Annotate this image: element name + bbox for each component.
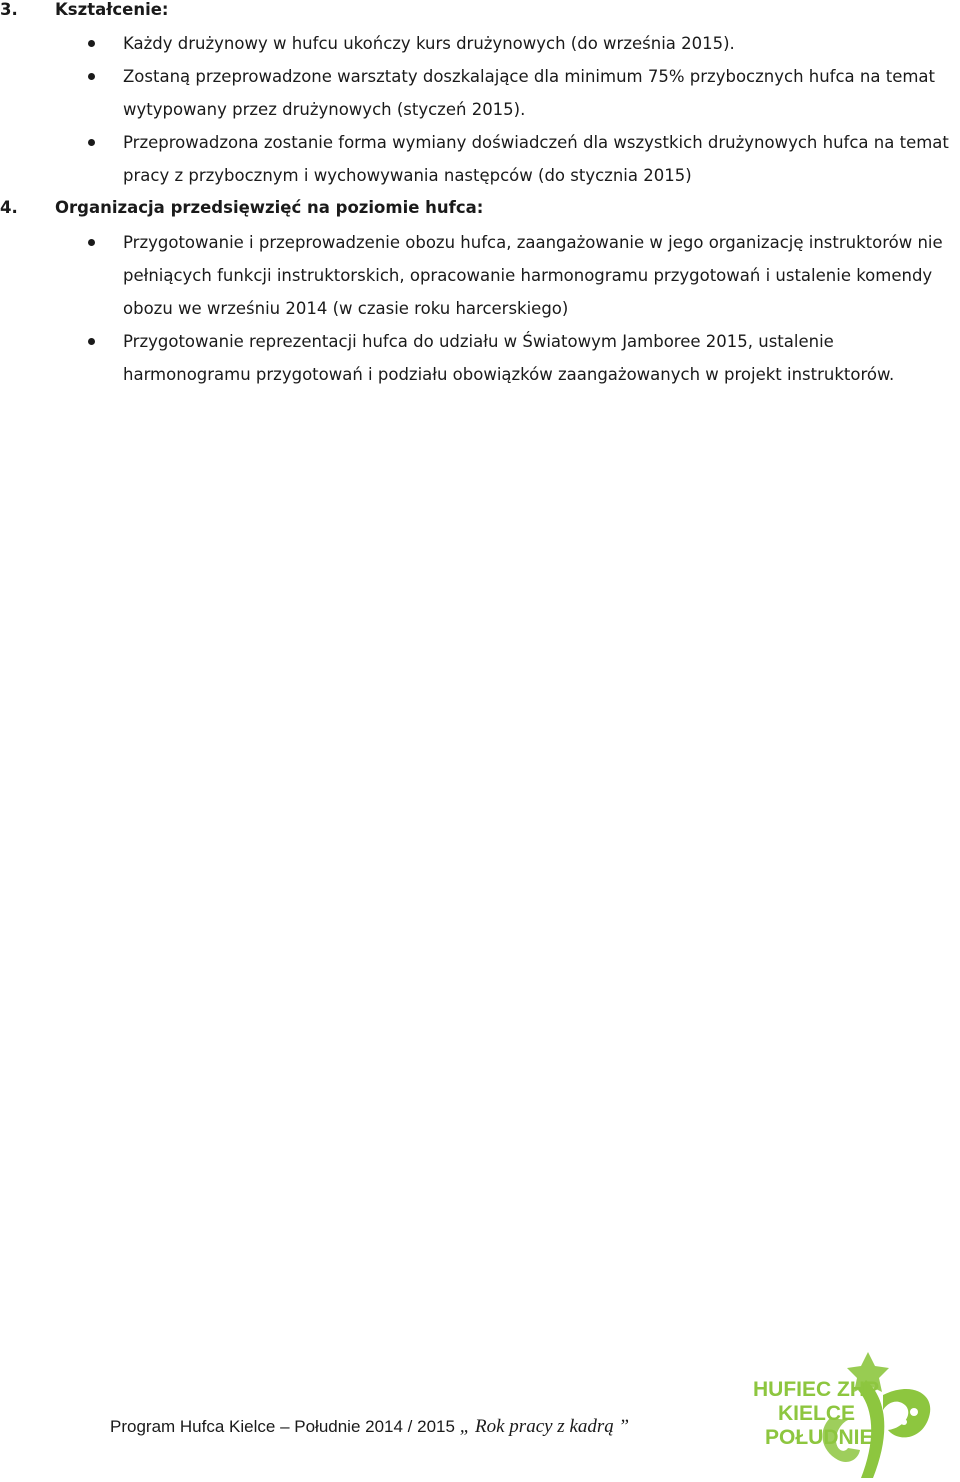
list-item-text: Każdy drużynowy w hufcu ukończy kurs drużynowych (do września 2015). bbox=[123, 34, 735, 53]
bullet-icon bbox=[88, 139, 95, 146]
section-number: 4. bbox=[0, 198, 18, 217]
list-item bbox=[0, 325, 960, 391]
footer bbox=[110, 1416, 629, 1438]
section-title: Organizacja przedsięwzięć na poziomie hufca: bbox=[55, 198, 484, 217]
logo-line3: POŁUDNIE bbox=[765, 1426, 874, 1449]
list-item bbox=[0, 27, 960, 60]
list-item-text: Przygotowanie reprezentacji hufca do udziału w Światowym Jamboree 2015, ustalenie harmonogramu przygotowań i podziału obowiązków zaangażowanych w projekt instruktorów. bbox=[123, 332, 895, 384]
section-number: 3. bbox=[0, 0, 18, 19]
fleur-de-lis-icon bbox=[748, 1350, 938, 1478]
footer-motto: „ Rok pracy z kadrą ” bbox=[459, 1416, 630, 1437]
section-heading bbox=[0, 198, 483, 217]
section-heading bbox=[0, 0, 169, 19]
bullet-icon bbox=[88, 73, 95, 80]
list-item-text: Zostaną przeprowadzone warsztaty doszkalające dla minimum 75% przybocznych hufca na temat wytypowany przez drużynowych (styczeń 2015). bbox=[123, 67, 936, 119]
bullet-list bbox=[0, 27, 960, 192]
list-item bbox=[0, 226, 960, 325]
section-title: Kształcenie: bbox=[55, 0, 169, 19]
hufiec-logo bbox=[748, 1350, 938, 1478]
list-item bbox=[0, 126, 960, 192]
list-item-text: Przeprowadzona zostanie forma wymiany doświadczeń dla wszystkich drużynowych hufca na temat pracy z przybocznym i wychowywania następców (do stycznia 2015) bbox=[123, 133, 949, 185]
logo-line2: KIELCE bbox=[778, 1402, 856, 1425]
bullet-icon bbox=[88, 338, 95, 345]
footer-program: Program Hufca Kielce – Południe 2014 / 2015 bbox=[110, 1417, 455, 1436]
bullet-list bbox=[0, 226, 960, 391]
list-item bbox=[0, 60, 960, 126]
bullet-icon bbox=[88, 40, 95, 47]
list-item-text: Przygotowanie i przeprowadzenie obozu hufca, zaangażowanie w jego organizację instruktorów nie pełniących funkcji instruktorskich, opracowanie harmonogramu przygotowań i ustalenie komendy obozu we wrześniu 2014 (w czasie roku harcerskiego) bbox=[123, 233, 943, 318]
bullet-icon bbox=[88, 239, 95, 246]
logo-line1: HUFIEC ZHP bbox=[753, 1378, 879, 1401]
